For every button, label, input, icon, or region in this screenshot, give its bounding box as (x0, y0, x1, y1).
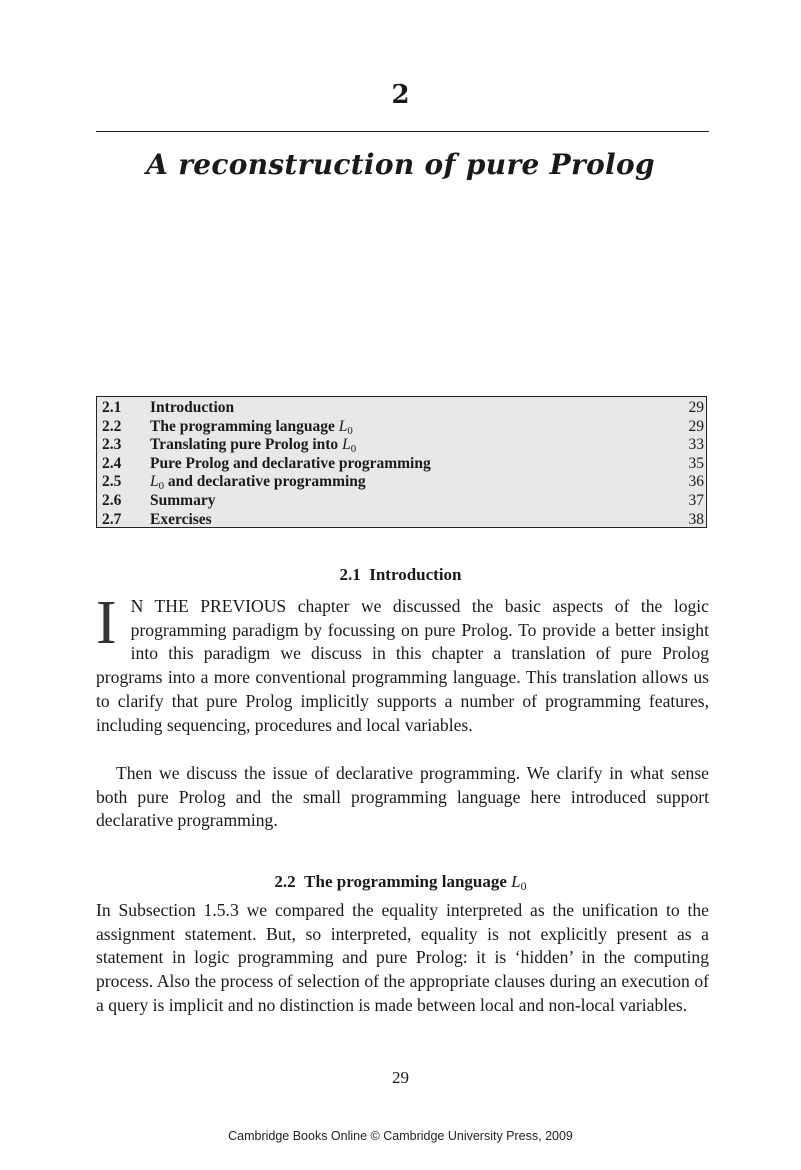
toc-number: 2.3 (102, 436, 122, 454)
section-heading: 2.2 The programming language $L_0$ (274, 872, 527, 893)
page-number: 29 (392, 1068, 409, 1087)
toc-page: 37 (688, 491, 704, 509)
math-symbol: $L_0$ (338, 417, 353, 437)
toc-row[interactable] (102, 511, 704, 530)
body-paragraph: I N THE PREVIOUS chapter we discussed the basic aspects of the logic programming paradigm by focussing on pure Prolog. To provide a better insight into this paradigm we discuss in this chapter a translation of pure Prolog programs into a more conventional programming language. This translation allows us to clarify that pure Prolog implicitly supports a number of programming features, including sequencing, procedures and local variables. (96, 589, 709, 735)
body-paragraph: In Subsection 1.5.3 we compared the equality interpreted as the unification to the assignment statement. But, so interpreted, equality is not explicitly present as a statement in logic programming and pure Prolog: it is ‘hidden’ in the computing process. Also the process of selection of the appropriate clauses during an execution of a query is implicit and no distinction is made between local and non-local variables. (96, 900, 709, 1015)
table-of-contents (96, 396, 707, 528)
toc-row[interactable] (102, 399, 704, 418)
chapter-title: A reconstruction of pure Prolog (146, 148, 655, 181)
math-symbol: $L_0$ (150, 473, 165, 493)
toc-label: Pure Prolog and declarative programming (150, 454, 431, 472)
toc-label: Introduction (150, 399, 235, 416)
copyright-footer: Cambridge Books Online © Cambridge University Press, 2009 (228, 1129, 573, 1143)
toc-row[interactable] (102, 455, 704, 474)
toc-number: 2.1 (102, 399, 122, 416)
toc-row[interactable] (102, 492, 704, 511)
section-heading: 2.1 Introduction (339, 565, 462, 584)
toc-page: 33 (688, 436, 704, 454)
toc-row[interactable] (102, 436, 704, 455)
toc-number: 2.7 (102, 510, 122, 528)
toc-label: Exercises (150, 510, 212, 528)
math-symbol: $L_0$ (342, 436, 357, 456)
chapter-number: 2 (391, 80, 410, 110)
toc-page: 38 (688, 510, 704, 528)
toc-page: 35 (688, 454, 704, 472)
toc-label: The programming language $L_0$ (150, 417, 353, 437)
toc-row[interactable] (102, 418, 704, 437)
math-symbol: $L_0$ (511, 872, 527, 893)
toc-number: 2.5 (102, 473, 122, 491)
toc-page: 29 (688, 399, 704, 416)
drop-cap: I (96, 589, 117, 657)
toc-page: 29 (688, 417, 704, 435)
body-paragraph: Then we discuss the issue of declarative programming. We clarify in what sense both pure Prolog and the small programming language here introduced support declarative programming. (96, 763, 709, 831)
toc-number: 2.4 (102, 454, 122, 472)
toc-number: 2.2 (102, 417, 122, 435)
toc-page: 36 (688, 473, 704, 491)
toc-row[interactable] (102, 473, 704, 492)
toc-label: $L_0$ and declarative programming (150, 473, 366, 493)
toc-number: 2.6 (102, 491, 122, 509)
toc-label: Summary (150, 491, 216, 509)
toc-label: Translating pure Prolog into $L_0$ (150, 436, 357, 456)
chapter-rule (96, 131, 709, 132)
